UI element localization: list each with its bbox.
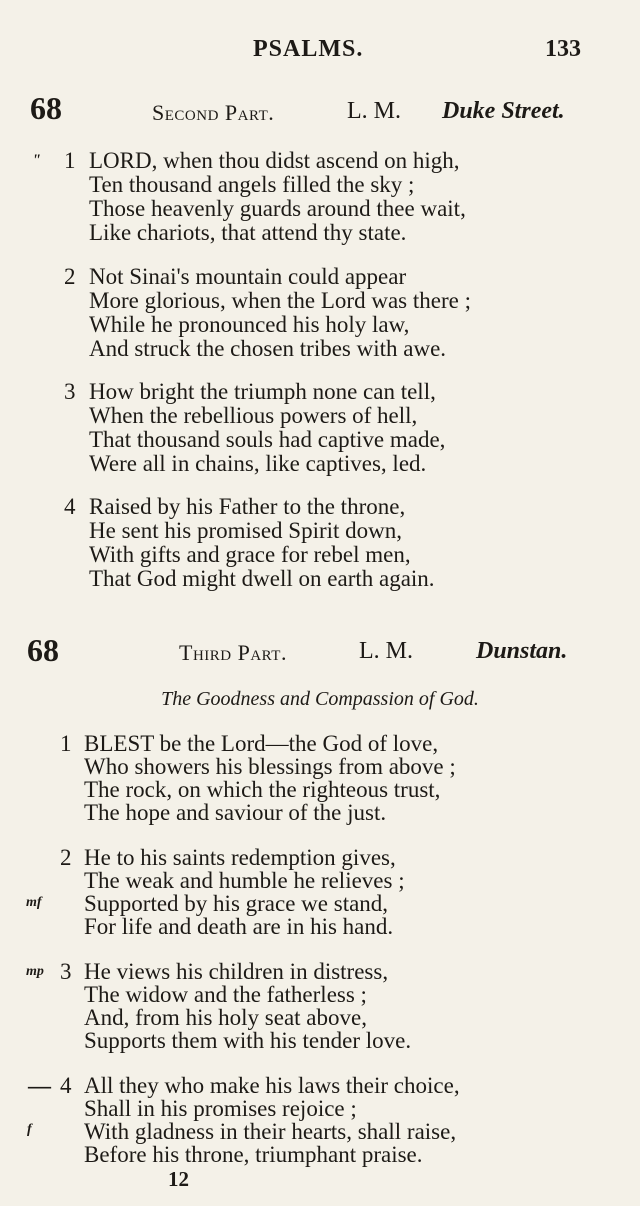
verse-line: The hope and saviour of the just.	[84, 800, 387, 825]
verse-line: And, from his holy seat above,	[84, 1005, 367, 1030]
verse-line: Were all in chains, like captives, led.	[89, 451, 427, 476]
dynamic-mark: mp	[26, 964, 44, 979]
verse-line: LORD, when thou didst ascend on high,	[89, 148, 460, 173]
verse-line: That thousand souls had captive made,	[89, 427, 446, 452]
verse-line: More glorious, when the Lord was there ;	[89, 288, 471, 313]
dynamic-mark: —	[28, 1073, 51, 1098]
verse-line: Ten thousand angels filled the sky ;	[89, 172, 415, 197]
verse-number: 4	[64, 494, 76, 519]
verse-line: That God might dwell on earth again.	[89, 566, 435, 591]
verse-line: And struck the chosen tribes with awe.	[89, 336, 447, 361]
tune-name: Dunstan.	[476, 638, 568, 664]
verse-line: Raised by his Father to the throne,	[89, 494, 406, 519]
verse-line: When the rebellious powers of hell,	[89, 403, 418, 428]
verse-line: The weak and humble he relieves ;	[84, 868, 405, 893]
verse-line: While he pronounced his holy law,	[89, 312, 410, 337]
verse-line: Who showers his blessings from above ;	[84, 754, 456, 779]
verse-line: How bright the triumph none can tell,	[89, 379, 436, 404]
verse-number: 3	[64, 379, 76, 404]
verse-line: He sent his promised Spirit down,	[89, 518, 403, 543]
psalm-number: 68	[27, 632, 59, 668]
running-title: PSALMS.	[253, 36, 364, 62]
verse-line: Before his throne, triumphant praise.	[84, 1142, 423, 1167]
dynamic-mark: f	[27, 1122, 32, 1137]
verse-number: 1	[60, 731, 72, 756]
dynamic-mark: mf	[26, 895, 42, 910]
verse-number: 2	[60, 845, 72, 870]
verse-line: Those heavenly guards around thee wait,	[89, 196, 466, 221]
verse-line: With gifts and grace for rebel men,	[89, 542, 411, 567]
hymn-subtitle: The Goodness and Compassion of God.	[161, 688, 479, 710]
verse-line: He views his children in distress,	[84, 959, 389, 984]
verse-line: With gladness in their hearts, shall raise,	[84, 1119, 457, 1144]
part-label: Third Part.	[179, 640, 287, 665]
signature-mark: 12	[168, 1167, 189, 1191]
part-label: Second Part.	[152, 100, 275, 125]
verse-number: 3	[60, 959, 72, 984]
verse-line: He to his saints redemption gives,	[84, 845, 396, 870]
margin-mark: "	[32, 152, 41, 169]
verse-line: The rock, on which the righteous trust,	[84, 777, 441, 802]
verse-line: All they who make his laws their choice,	[84, 1073, 460, 1098]
page-number: 133	[545, 36, 581, 62]
verse-line: BLEST be the Lord—the God of love,	[84, 731, 439, 756]
meter-label: L. M.	[359, 638, 413, 664]
verse-line: The widow and the fatherless ;	[84, 982, 367, 1007]
tune-name: Duke Street.	[442, 98, 565, 124]
meter-label: L. M.	[347, 98, 401, 124]
verse-line: For life and death are in his hand.	[84, 914, 394, 939]
verse-number: 1	[64, 148, 76, 173]
verse-line: Supported by his grace we stand,	[84, 891, 389, 916]
verse-number: 2	[64, 264, 76, 289]
verse-line: Shall in his promises rejoice ;	[84, 1096, 357, 1121]
psalm-number: 68	[30, 90, 62, 126]
verse-number: 4	[60, 1073, 72, 1098]
verse-line: Not Sinai's mountain could appear	[89, 264, 407, 289]
verse-line: Like chariots, that attend thy state.	[89, 220, 407, 245]
verse-line: Supports them with his tender love.	[84, 1028, 412, 1053]
